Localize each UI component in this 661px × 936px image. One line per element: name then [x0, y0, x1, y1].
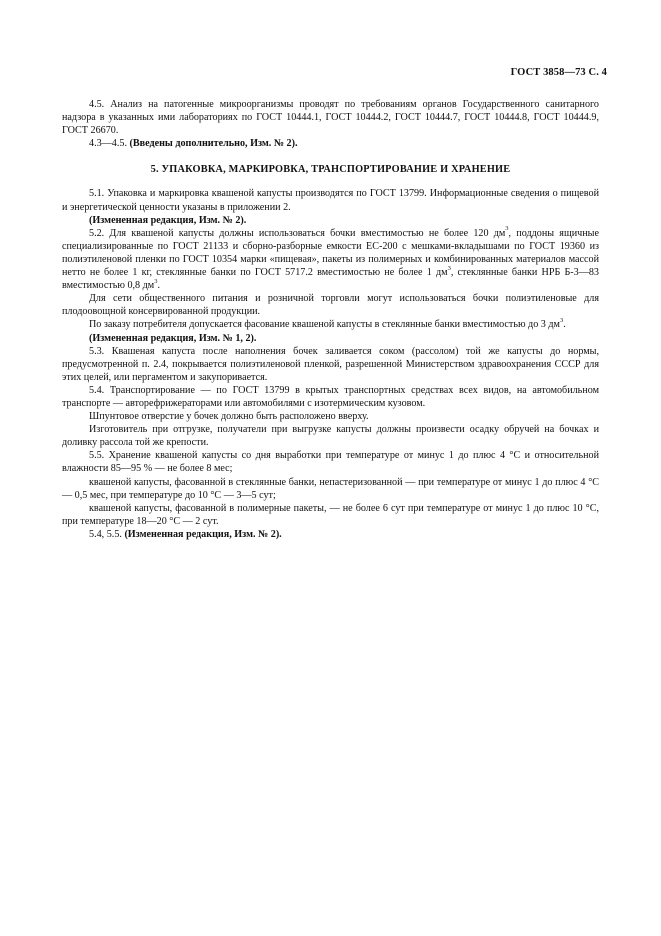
paragraph-5-4: 5.4. Транспортирование — по ГОСТ 13799 в крытых транспортных средствах всех видов, на автомобильном транспорте — авторефрижераторами или автомобилями с изотермическим кузовом. — [62, 384, 599, 409]
paragraph-5-5: 5.5. Хранение квашеной капусты со дня выработки при температуре от минус 1 до плюс 4 °С и относительной влажности 85—95 % — не более 8 мес; — [62, 450, 599, 475]
paragraph-5-1: 5.1. Упаковка и маркировка квашеной капусты производятся по ГОСТ 13799. Информационные сведения о пищевой и энергетической ценности указаны в приложении 2. — [62, 188, 599, 213]
paragraph-4-5: 4.5. Анализ на патогенные микроорганизмы проводят по требованиям органов Государственного санитарного надзора в указанных ими лабораториях по ГОСТ 10444.1, ГОСТ 10444.2, ГОСТ 10444.7, ГОСТ 10444.8, ГОСТ 10444.9, ГОСТ 26670. — [62, 99, 599, 137]
paragraph-maker: Изготовитель при отгрузке, получатели при выгрузке капусты должны произвести осадку обручей на бочках и доливку рассола той же крепости. — [62, 424, 599, 449]
superscript: 3 — [505, 225, 509, 233]
amendment-note-5-1: (Измененная редакция, Изм. № 2). — [89, 214, 247, 226]
amendment-prefix: 4.3—4.5. — [89, 138, 130, 150]
section-title: 5. УПАКОВКА, МАРКИРОВКА, ТРАНСПОРТИРОВАНИЕ И ХРАНЕНИЕ — [150, 164, 511, 176]
paragraph-glass: квашеной капусты, фасованной в стеклянные банки, непастеризованной — при температуре от минус 1 до плюс 4 °С — 0,5 мес, при температуре до 10 °С — 3—5 сут; — [62, 476, 599, 501]
paragraph-poly: квашеной капусты, фасованной в полимерные пакеты, — не более 6 сут при температуре от минус 1 до плюс 10 °С, при температуре 18—20 °С — 2 сут. — [62, 502, 599, 527]
amendment-prefix: 5.4, 5.5. — [89, 528, 125, 540]
text-segment: , стеклянные банки НРБ Б-3—83 вместимостью 0,8 дм — [62, 267, 599, 292]
text-segment: 5.2. Для квашеной капусты должны использоваться бочки вместимостью не более 120 дм — [89, 227, 506, 239]
superscript: 3 — [447, 264, 451, 272]
paragraph-5-2 — [62, 227, 599, 292]
amendment-note-5-2: (Измененная редакция, Изм. № 1, 2). — [89, 332, 257, 344]
paragraph-catering: Для сети общественного питания и розничной торговли могут использоваться бочки полиэтиленовые для плодоовощной консервированной продукции. — [62, 293, 599, 318]
paragraph-4-3-amendment — [62, 137, 599, 150]
text-segment: . — [563, 319, 566, 331]
paragraph-bung: Шпунтовое отверстие у бочек должно быть расположено вверху. — [89, 411, 369, 423]
paragraph-order — [62, 318, 599, 331]
text-segment: , поддоны ящичные специализированные по ГОСТ 21133 и сборно-разборные емкости ЕС-200 с мешками-вкладышами по ГОСТ 19360 из полиэтиленовой пленки по ГОСТ 10354 марки «пищевая», пакеты из полимерных и комбинированных материалов массой нетто не более 1 кг, стеклянные банки по ГОСТ 5717.2 вместимостью не более 1 дм — [62, 227, 599, 279]
paragraph-final-amendment — [62, 528, 599, 541]
paragraph-5-3: 5.3. Квашеная капуста после наполнения бочек заливается соком (рассолом) той же капусты до нормы, предусмотренной п. 2.4, покрывается полиэтиленовой пленкой, разрешенной Министерством здравоохранения СССР для этих целей, или пергаментом и закупоривается. — [62, 345, 599, 383]
text-segment: По заказу потребителя допускается фасование квашеной капусты в стеклянные банки вместимостью до 3 дм — [89, 319, 560, 331]
text-segment: . — [157, 280, 160, 292]
amendment-note: (Измененная редакция, Изм. № 2). — [124, 528, 282, 540]
superscript: 3 — [154, 277, 158, 285]
document-body — [62, 98, 599, 541]
amendment-note: (Введены дополнительно, Изм. № 2). — [129, 138, 298, 150]
page-header: ГОСТ 3858—73 С. 4 — [510, 67, 607, 78]
superscript: 3 — [559, 317, 564, 325]
